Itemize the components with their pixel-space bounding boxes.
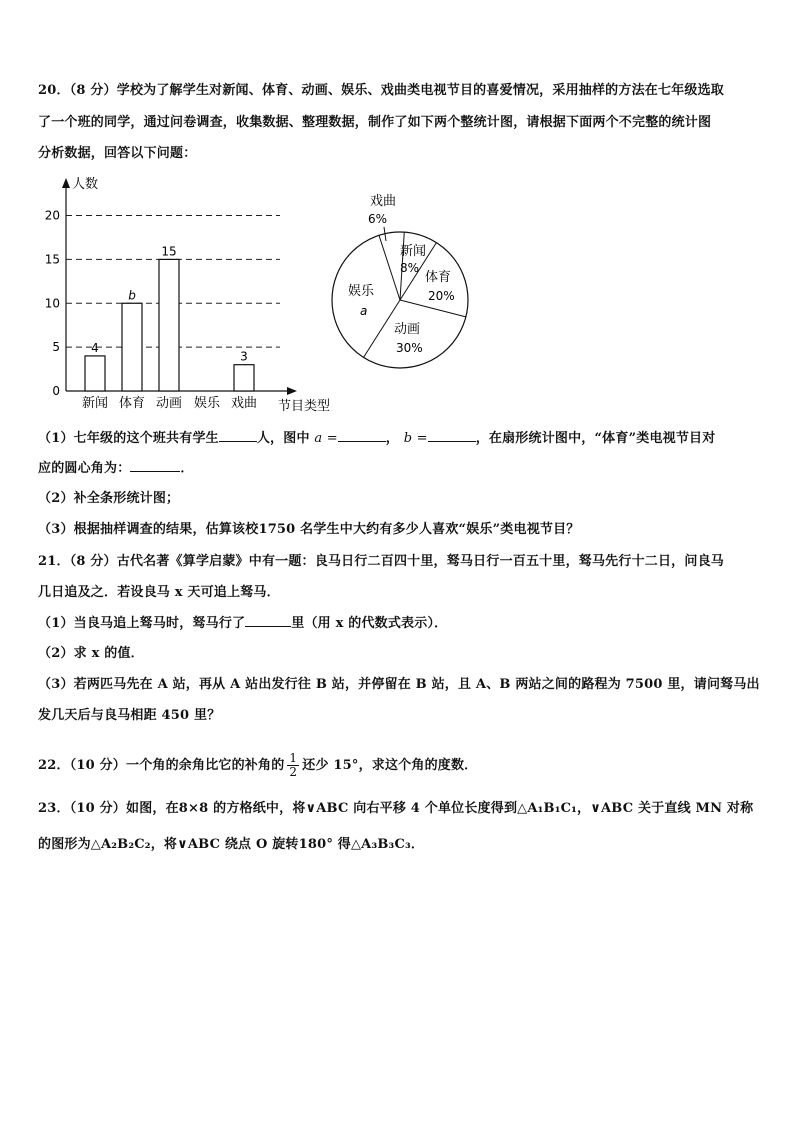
- pie-slice-value: 30%: [396, 341, 423, 355]
- q23-line2: 的图形为△A₂B₂C₂，将∨ABC 绕点 O 旋转180° 得△A₃B₃C₃．: [38, 837, 425, 852]
- q22-before: 22．（10 分）一个角的余角比它的补角的: [38, 758, 285, 773]
- bar: [159, 259, 179, 391]
- y-tick-label: 5: [52, 340, 60, 355]
- x-axis-label: 节目类型: [278, 399, 331, 414]
- q21-sub1-part-b: 里（用 x 的代数式表示）．: [291, 616, 448, 631]
- q20-line3: 分析数据，回答以下问题：: [38, 146, 197, 161]
- x-tick-label: 动画: [155, 396, 183, 411]
- bar: [234, 365, 254, 391]
- q21-line2: 几日追及之．若设良马 x 天可追上驽马．: [38, 585, 280, 600]
- fraction-denominator: 2: [289, 765, 298, 779]
- distance-blank[interactable]: [245, 613, 291, 627]
- y-tick-label: 15: [44, 252, 60, 267]
- q20-sub1-part-c: ，: [385, 431, 399, 446]
- a-blank[interactable]: [338, 428, 386, 442]
- q20-sub1-part-d: ，在扇形统计图中，“体育”类电视节目对: [475, 431, 716, 446]
- bar-data-label: b: [128, 288, 136, 303]
- bar-data-label: 3: [240, 349, 248, 364]
- q20-line2: 了一个班的同学，通过问卷调查，收集数据、整理数据，制作了如下两个整统计图，请根据下面两个不完整的统计图: [38, 115, 712, 130]
- y-tick-label: 20: [44, 208, 60, 223]
- pie-slice-value: 8%: [400, 261, 420, 275]
- b-blank[interactable]: [428, 428, 476, 442]
- angle-blank[interactable]: [130, 458, 180, 472]
- bar-chart: [40, 172, 340, 417]
- y-axis-label: 人数: [72, 177, 99, 192]
- fraction-numerator: 1: [289, 751, 298, 765]
- pie-slice-value: a: [360, 304, 368, 318]
- pie-slice-label: 体育: [425, 270, 452, 285]
- var-a-label: a =: [314, 431, 338, 446]
- bar: [85, 356, 105, 391]
- q20-sub1: [38, 428, 760, 448]
- x-tick-label: 娱乐: [193, 396, 221, 411]
- q20-sub1-line2-text: 应的圆心角为：: [38, 461, 131, 476]
- x-tick-label: 戏曲: [230, 396, 258, 411]
- q23-line1: 23．（10 分）如图，在8×8 的方格纸中，将∨ABC 向右平移 4 个单位长度得到△A₁B₁C₁，∨ABC 关于直线 MN 对称: [38, 801, 754, 816]
- q20-sub3: （3）根据抽样调查的结果，估算该校1750 名学生中大约有多少人喜欢“娱乐”类电视节目？: [38, 522, 580, 537]
- students-blank[interactable]: [219, 428, 257, 442]
- q21-sub3-line1: （3）若两匹马先在 A 站，再从 A 站出发行往 B 站，并停留在 B 站，且 A、B 两站之间的路程为 7500 里，请问驽马出: [38, 677, 760, 692]
- q22-after: 还少 15°，求这个角的度数．: [302, 758, 478, 773]
- var-b-label: b =: [403, 431, 428, 446]
- one-half-fraction: [287, 752, 299, 779]
- pie-slice-label: 动画: [394, 322, 421, 337]
- bar: [122, 303, 142, 391]
- q20-sub1-line2: 应的圆心角为： ．: [38, 458, 760, 478]
- q20-sub1-part-b: 人，图中: [256, 431, 310, 446]
- pie-slice-value: 6%: [368, 212, 388, 226]
- x-tick-label: 体育: [118, 396, 146, 411]
- q20-line1: 20．（8 分）学校为了解学生对新闻、体育、动画、娱乐、戏曲类电视节目的喜爱情况，采用抽样的方法在七年级选取: [38, 83, 724, 98]
- x-tick-label: 新闻: [81, 396, 109, 411]
- pie-slice-label: 新闻: [400, 244, 427, 259]
- q21-sub1-part-a: （1）当良马追上驽马时，驽马行了: [38, 616, 246, 631]
- q21-sub2: （2）求 x 的值．: [38, 646, 144, 661]
- q20-sub2: （2）补全条形统计图；: [38, 491, 180, 506]
- y-tick-label: 0: [52, 384, 60, 398]
- q21-sub3-line2: 发几天后与良马相距 450 里？: [38, 708, 221, 723]
- pie-slice-value: 20%: [428, 289, 455, 303]
- y-tick-label: 10: [44, 296, 60, 311]
- y-axis-arrow: [62, 178, 70, 188]
- bar-data-label: 15: [161, 244, 177, 259]
- q21-line1: 21．（8 分）古代名著《算学启蒙》中有一题：良马日行二百四十里，驽马日行一百五十里，驽马先行十二日，问良马: [38, 554, 724, 569]
- q21-sub1: [38, 613, 760, 633]
- q22: [38, 752, 760, 779]
- x-axis-arrow: [287, 387, 297, 395]
- pie-slice-label: 戏曲: [370, 194, 397, 209]
- q20-sub1-part-a: （1）七年级的这个班共有学生: [38, 431, 219, 446]
- pie-chart: [320, 185, 490, 380]
- bar-data-label: 4: [91, 340, 99, 355]
- pie-slice-label: 娱乐: [348, 284, 375, 299]
